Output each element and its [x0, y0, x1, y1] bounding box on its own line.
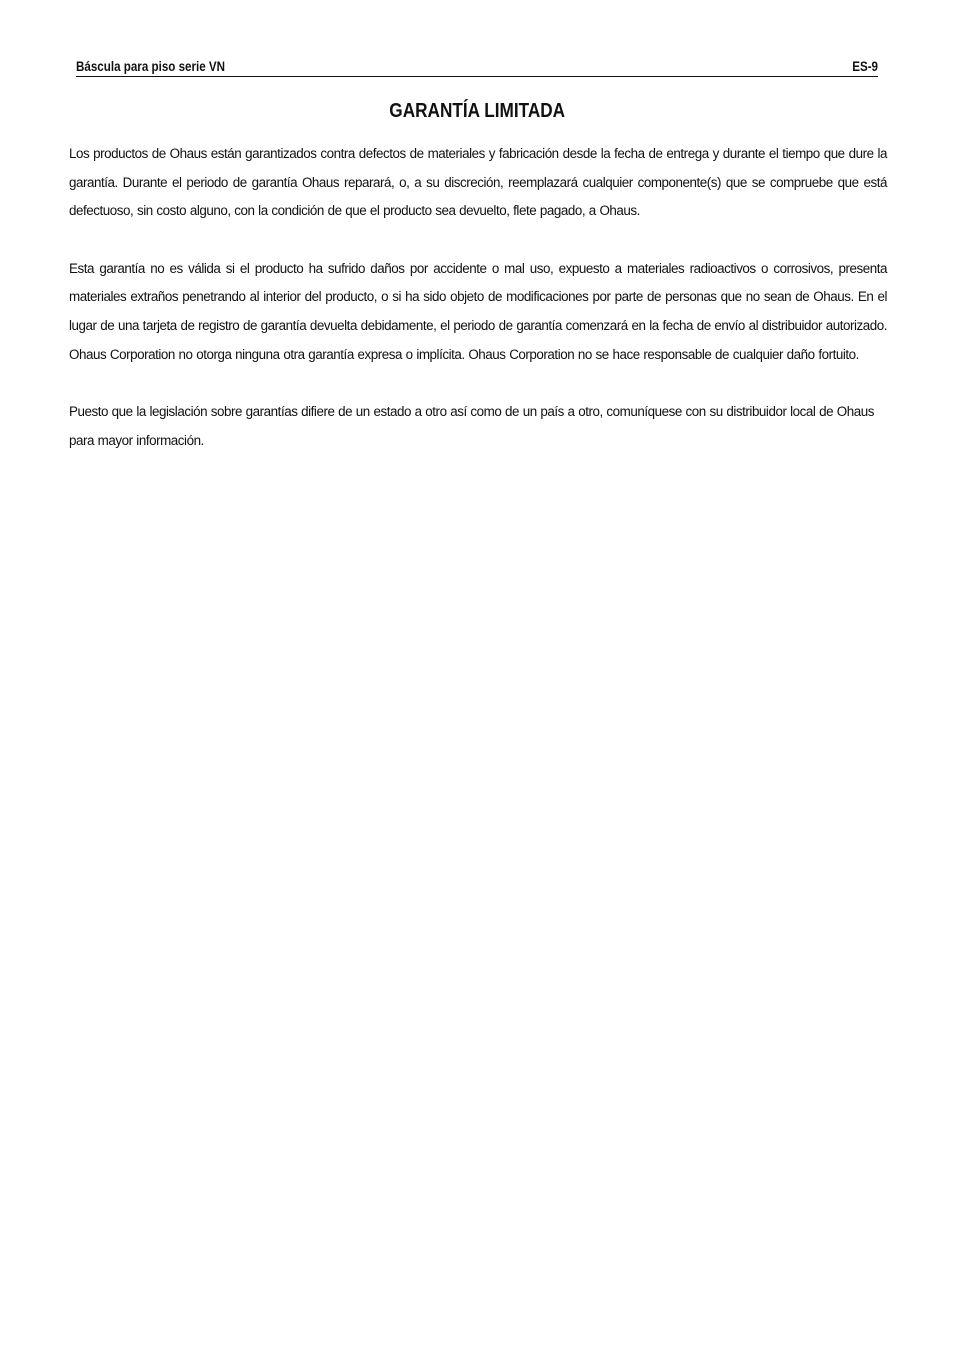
- warranty-paragraph-legislation: Puesto que la legislación sobre garantías difiere de un estado a otro así como de un país a otro, comuníquese con su distribuidor local de Ohaus para mayor información.: [69, 403, 874, 448]
- header-page-number: ES-9: [852, 59, 878, 74]
- page-header: [76, 58, 878, 77]
- page-title: [0, 98, 954, 124]
- header-document-title: Báscula para piso serie VN: [76, 59, 226, 74]
- warranty-paragraph-coverage: Los productos de Ohaus están garantizados contra defectos de materiales y fabricación desde la fecha de entrega y durante el tiempo que dure la garantía. Durante el periodo de garantía Ohaus reparará, o, a su discreción, reemplazará cualquier componente(s) que se compruebe que está defectuoso, sin costo alguno, con la condición de que el producto sea devuelto, flete pagado, a Ohaus.: [69, 146, 887, 219]
- warranty-body: [69, 140, 887, 484]
- page-title-text: GARANTÍA LIMITADA: [389, 100, 565, 122]
- warranty-paragraph-exclusions: Esta garantía no es válida si el producto ha sufrido daños por accidente o mal uso, expuesto a materiales radioactivos o corrosivos, presenta materiales extraños penetrando al interior del producto, o si ha sido objeto de modificaciones por parte de personas que no sean de Ohaus. En el lugar de una tarjeta de registro de garantía devuelta debidamente, el periodo de garantía comenzará en la fecha de envío al distribuidor autorizado. Ohaus Corporation no otorga ninguna otra garantía expresa o implícita. Ohaus Corporation no se hace responsable de cualquier daño fortuito.: [69, 260, 887, 362]
